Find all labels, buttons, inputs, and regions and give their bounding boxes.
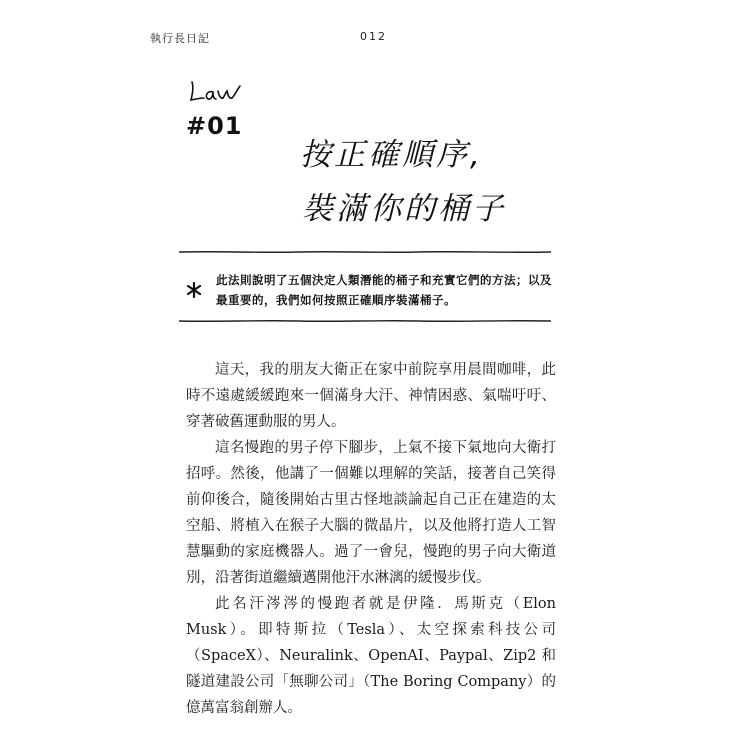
body-text xyxy=(186,357,556,721)
hand-drawn-divider-top xyxy=(178,248,552,256)
law-summary: 此法則說明了五個決定人類潛能的桶子和充實它們的方法；以及最重要的，我們如何按照正確順序裝滿桶子。 xyxy=(216,273,552,307)
law-script-lettering xyxy=(186,78,246,104)
running-header-book-title: 執行長日記 xyxy=(150,32,210,45)
law-number: #01 xyxy=(186,112,243,140)
hand-drawn-divider-bottom xyxy=(178,317,552,325)
asterisk-icon xyxy=(186,282,202,298)
page-number: 012 xyxy=(360,30,387,43)
law-title-line-2: 裝滿你的桶子 xyxy=(302,191,506,227)
body-paragraph: 這名慢跑的男子停下腳步，上氣不接下氣地向大衛打招呼。然後，他講了一個難以理解的笑話，接著自己笑得前仰後合，隨後開始古里古怪地談論起自己正在建造的太空船、將植入在猴子大腦的微晶片，以及他將打造人工智慧驅動的家庭機器人。過了一會兒，慢跑的男子向大衛道別，沿著街道繼續邁開他汗水淋漓的緩慢步伐。 xyxy=(186,440,556,586)
body-paragraph: 這天，我的朋友大衛正在家中前院享用晨間咖啡，此時不遠處緩緩跑來一個滿身大汗、神情困惑、氣喘吁吁、穿著破舊運動服的男人。 xyxy=(186,362,556,430)
law-title-line-1: 按正確順序, xyxy=(300,137,483,173)
body-paragraph: 此名汗涔涔的慢跑者就是伊隆．馬斯克（Elon Musk）。即特斯拉（Tesla）、太空探索科技公司（SpaceX）、Neuralink、OpenAI、Paypal、Zip2 和隧道建設公司「無聊公司」（The Boring Company）的億萬富翁創辦人。 xyxy=(186,596,556,716)
